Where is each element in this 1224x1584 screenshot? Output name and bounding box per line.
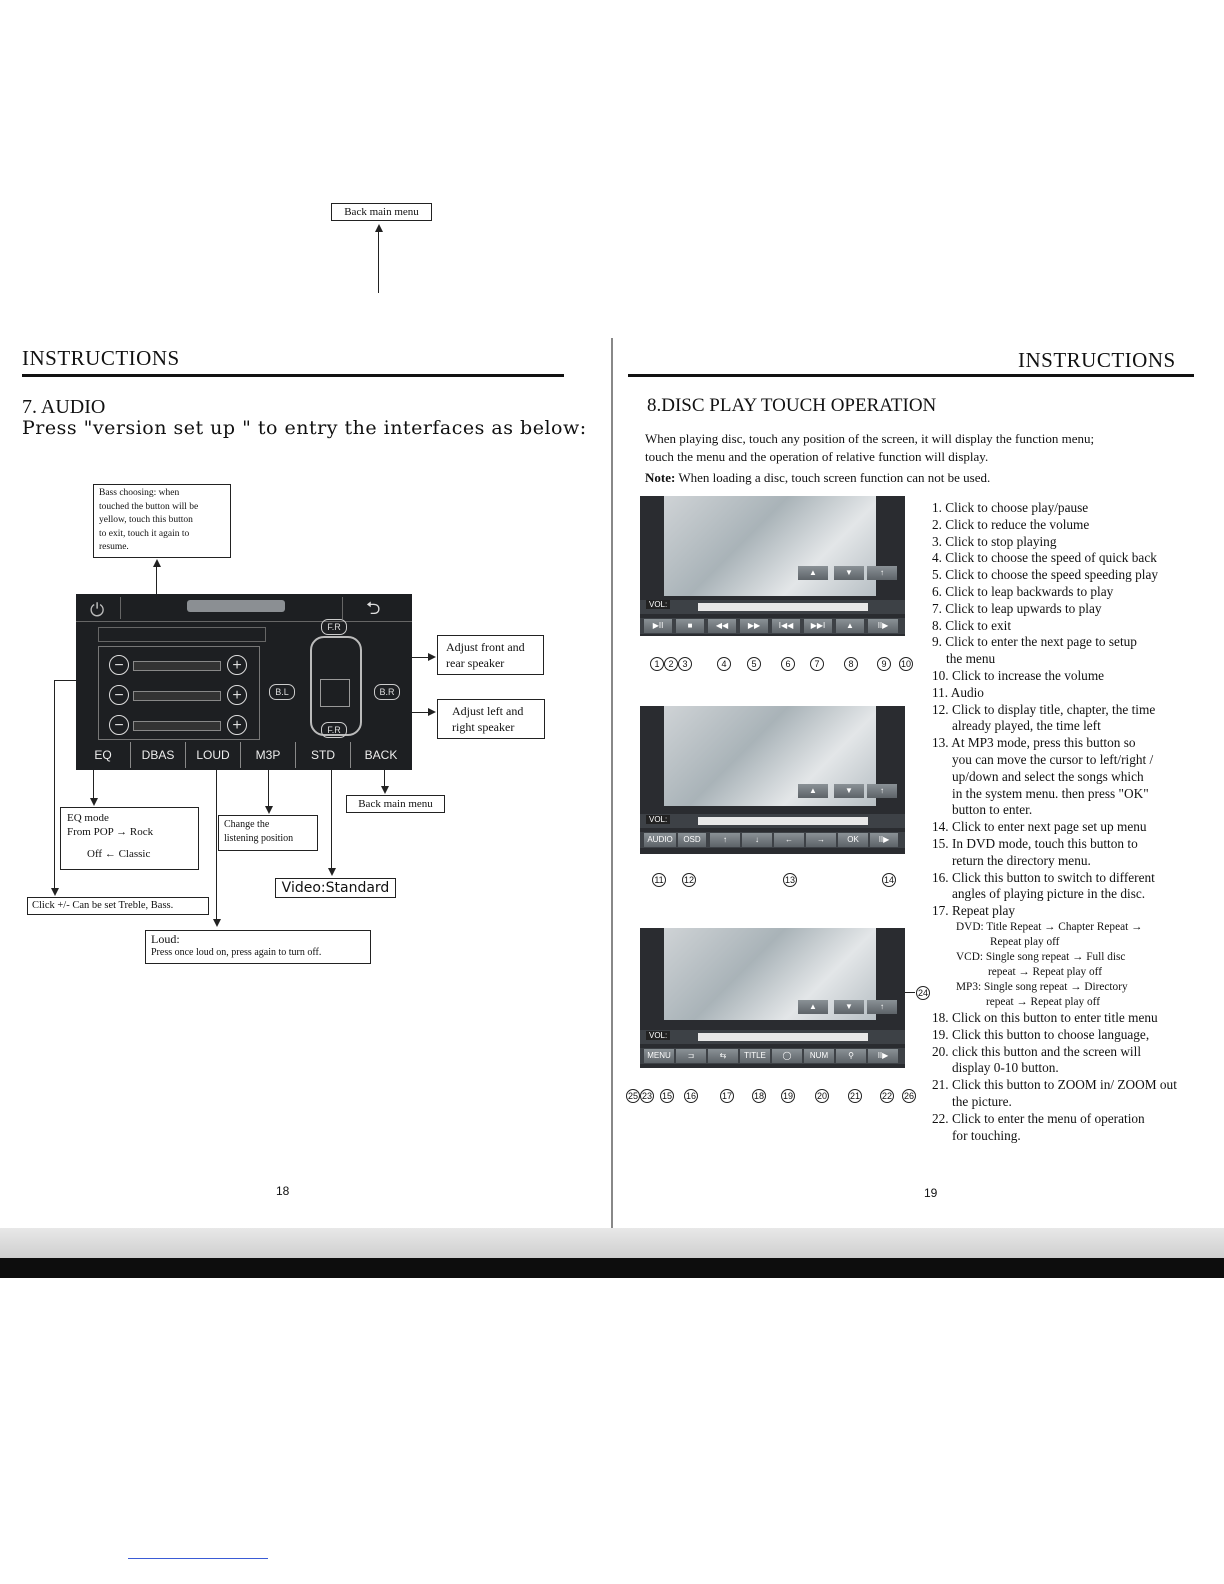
plus-button-2[interactable]: + <box>227 685 247 705</box>
plus-button-3[interactable]: + <box>227 715 247 735</box>
callout-num-25: 25 <box>627 1091 638 1101</box>
back-main-menu-bottom: Back main menu <box>346 795 445 813</box>
callout-num-3: 3 <box>678 657 692 671</box>
callout-num-2: 2 <box>664 657 678 671</box>
speaker-br[interactable]: B.R <box>374 684 400 700</box>
power-icon[interactable]: ⏻ <box>90 600 105 621</box>
right-page-number: 19 <box>924 1186 938 1200</box>
back-arrow-icon[interactable]: ⮌ <box>366 598 381 619</box>
eq-button[interactable]: EQ <box>76 742 131 768</box>
callout-num-19: 19 <box>782 1091 793 1101</box>
loud-callout: Loud: Press once loud on, press again to turn off. <box>145 930 371 964</box>
callout-num-11: 11 <box>652 873 666 887</box>
callout-num-5: 5 <box>747 657 761 671</box>
audio-screen <box>76 594 412 770</box>
left-page-number: 18 <box>276 1184 290 1198</box>
vol-label-2: VOL: <box>646 815 670 824</box>
callout-num-20: 20 <box>816 1091 827 1101</box>
num-key[interactable]: NUM <box>804 1049 834 1063</box>
callout-num-26: 26 <box>903 1091 914 1101</box>
callout-num-17: 17 <box>721 1091 732 1101</box>
disc-screen-1: ▲ ▼ ↑ VOL: ▶II ■ ◀◀ ▶▶ I◀◀ ▶▶I ▲ II▶ <box>640 496 905 636</box>
callout-num-4: 4 <box>717 657 731 671</box>
video-standard-callout: Video:Standard <box>275 878 396 898</box>
callout-num-12: 12 <box>683 875 694 885</box>
audio-section-title: 7. AUDIO <box>22 396 106 418</box>
disc-section-title: 8.DISC PLAY TOUCH OPERATION <box>647 395 937 416</box>
blue-underline <box>128 1558 268 1559</box>
m3p-button[interactable]: M3P <box>241 742 296 768</box>
disc-intro: When playing disc, touch any position of the screen, it will display the function menu; touch the menu and the operation of relative function will display. <box>645 431 1095 464</box>
bass-callout: Bass choosing: when touched the button will be yellow, touch this button to exit, touch it again to resume. <box>93 484 231 558</box>
vol-label-1: VOL: <box>646 600 670 609</box>
callout-num-1: 1 <box>650 657 664 671</box>
back-main-menu-top: Back main menu <box>331 203 432 221</box>
bottom-bar <box>0 1258 1224 1278</box>
callout-num-7: 7 <box>810 657 824 671</box>
right-header-rule <box>628 374 1194 377</box>
callout-num-6: 6 <box>781 657 795 671</box>
function-list: 1. Click to choose play/pause 2. Click to reduce the volume 3. Click to stop playing 4. Click to choose the speed of quick back 5. Click to choose the speed speeding play 6. Click to leap backwards to play 7. Click to leap upwards to play 8. Click to exit 9. Click to enter the next page to setup the menu 10. Click to increase the volume 11. Audio 12. Click to display title, chapter, the time already played, the time left 13. At MP3 mode, press this button so you can move the cursor to left/right / up/down and select the songs which in the system menu. then press "OK" button to enter. 14. Click to enter next page set up menu 15. In DVD mode, touch this button to return the directory menu. 16. Click this button to switch to different angles of playing picture in the disc. 17. Repeat play DVD: Title Repeat → Chapter Repeat → Repeat play off VCD: Single song repeat → Full disc repeat → Repeat play off MP3: Single song repeat → Directory repeat → Repeat play off 18. Click on this button to enter title menu 19. Click this button to choose language, 20. click this button and the screen will display 0-10 button. 21. Click this button to ZOOM in/ ZOOM out the picture. 22. Click to enter the menu of operation for touching. <box>932 500 1177 1143</box>
callout-num-9: 9 <box>877 657 891 671</box>
adjust-left-callout: Adjust left and right speaker <box>437 699 545 739</box>
callout-num-16: 16 <box>685 1091 696 1101</box>
minus-button-3[interactable]: − <box>109 715 129 735</box>
audio-subtitle: Press "version set up " to entry the interfaces as below: <box>22 417 587 439</box>
click-plus-minus-callout: Click +/- Can be set Treble, Bass. <box>27 897 209 915</box>
osd-key[interactable]: OSD <box>678 833 706 847</box>
callout-num-10: 10 <box>900 659 911 669</box>
title-key[interactable]: TITLE <box>740 1049 770 1063</box>
speaker-fr-top[interactable]: F.R <box>321 619 347 635</box>
audio-key[interactable]: AUDIO <box>644 833 676 847</box>
disc-screen-2: ▲ ▼ ↑ VOL: AUDIO OSD ↑ ↓ ← → OK II▶ <box>640 706 905 854</box>
back-button[interactable]: BACK <box>364 748 398 762</box>
disc-screen-3: ▲ ▼ ↑ VOL: MENU ⊐ ⇆ TITLE ◯ NUM ⚲ II▶ <box>640 928 905 1068</box>
eq-mode-callout: EQ mode From POP → Rock Off ← Classic <box>60 807 199 870</box>
callout-num-14: 14 <box>883 875 894 885</box>
callout-num-21: 21 <box>849 1091 860 1101</box>
ok-key[interactable]: OK <box>838 833 868 847</box>
callout-num-18: 18 <box>753 1091 764 1101</box>
minus-button-1[interactable]: − <box>109 655 129 675</box>
loud-button[interactable]: LOUD <box>186 742 241 768</box>
callout-num-8: 8 <box>844 657 858 671</box>
change-listening-callout: Change the listening position <box>218 815 318 851</box>
callout-num-24: 24 <box>917 988 928 998</box>
callout-num-15: 15 <box>661 1091 672 1101</box>
disc-note: Note: When loading a disc, touch screen function can not be used. <box>645 470 991 485</box>
minus-button-2[interactable]: − <box>109 685 129 705</box>
speaker-fr-bottom[interactable]: F.R <box>321 722 347 738</box>
callout-num-22: 22 <box>881 1091 892 1101</box>
right-header: INSTRUCTIONS <box>1018 348 1176 372</box>
vol-label-3: VOL: <box>646 1031 670 1040</box>
bottom-shadow <box>0 1228 1224 1258</box>
plus-button-1[interactable]: + <box>227 655 247 675</box>
title-bar <box>187 600 285 612</box>
left-header: INSTRUCTIONS <box>22 346 180 370</box>
adjust-front-callout: Adjust front and rear speaker <box>437 635 544 675</box>
menu-key[interactable]: MENU <box>644 1049 674 1063</box>
page-divider <box>611 338 613 1228</box>
callout-num-23: 23 <box>641 1091 652 1101</box>
callout-num-13: 13 <box>784 875 795 885</box>
play-pause-key[interactable]: ▶II <box>644 619 672 633</box>
left-header-rule <box>22 374 564 377</box>
std-button[interactable]: STD <box>296 742 351 768</box>
speaker-bl[interactable]: B.L <box>269 684 295 700</box>
dbas-button[interactable]: DBAS <box>131 742 186 768</box>
